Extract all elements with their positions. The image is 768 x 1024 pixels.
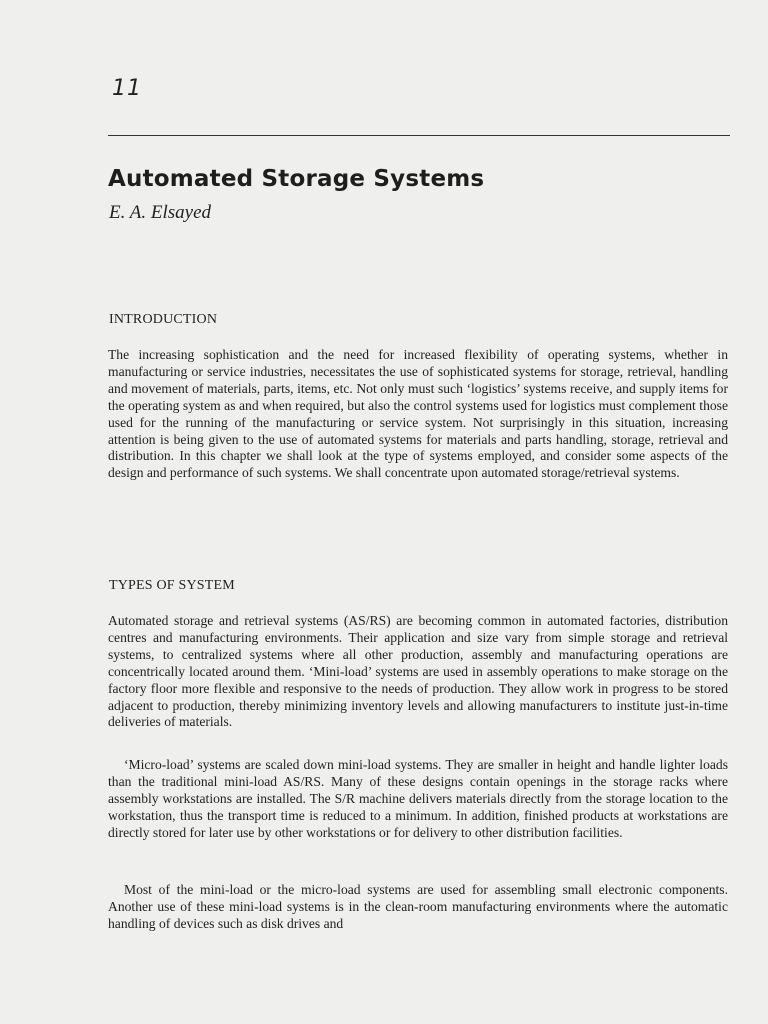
section-heading-introduction: INTRODUCTION	[109, 312, 218, 327]
paragraph: Automated storage and retrieval systems (AS/RS) are becoming common in automated factories, distribution centres and manufacturing environments. Their application and size vary from simple storage and retrieval systems, to centralized systems where all other production, assembly and manufacturing operations are concentrically located around them. ‘Mini-load’ systems are used in assembly operations to make storage on the factory floor more flexible and responsive to the needs of production. They allow work in progress to be stored adjacent to production, thereby minimizing inventory levels and allowing manufacturers to institute just-in-time deliveries of materials.	[108, 613, 728, 730]
paragraph: ‘Micro-load’ systems are scaled down mini-load systems. They are smaller in height and handle lighter loads than the traditional mini-load AS/RS. Many of these designs contain openings in the storage racks where assembly workstations are installed. The S/R machine delivers materials directly from the storage location to the workstation, thus the transport time is reduced to a minimum. In addition, finished products at workstations are directly stored for later use by other workstations or for delivery to other distribution facilities.	[108, 757, 728, 840]
paragraph: Most of the mini-load or the micro-load systems are used for assembling small electronic components. Another use of these mini-load systems is in the clean-room manufacturing environments where the automatic handling of devices such as disk drives and	[108, 882, 728, 931]
paragraph: The increasing sophistication and the need for increased flexibility of operating systems, whether in manufacturing or service industries, necessitates the use of sophisticated systems for storage, retrieval, handling and movement of materials, parts, items, etc. Not only must such ‘logistics’ systems receive, and supply items for the operating system as and when required, but also the control systems used for logistics must complement those used for the running of the manufacturing or service system. Not surprisingly in this situation, increasing attention is being given to the use of automated systems for materials and parts handling, storage, retrieval and distribution. In this chapter we shall look at the type of systems employed, and consider some aspects of the design and performance of such systems. We shall concentrate upon automated storage/retrieval systems.	[108, 347, 728, 481]
chapter-rule	[108, 135, 730, 136]
chapter-number: 11	[112, 76, 142, 101]
chapter-title: Automated Storage Systems	[108, 166, 485, 192]
section-heading-types-of-system: TYPES OF SYSTEM	[109, 578, 235, 593]
chapter-author: E. A. Elsayed	[109, 202, 212, 223]
